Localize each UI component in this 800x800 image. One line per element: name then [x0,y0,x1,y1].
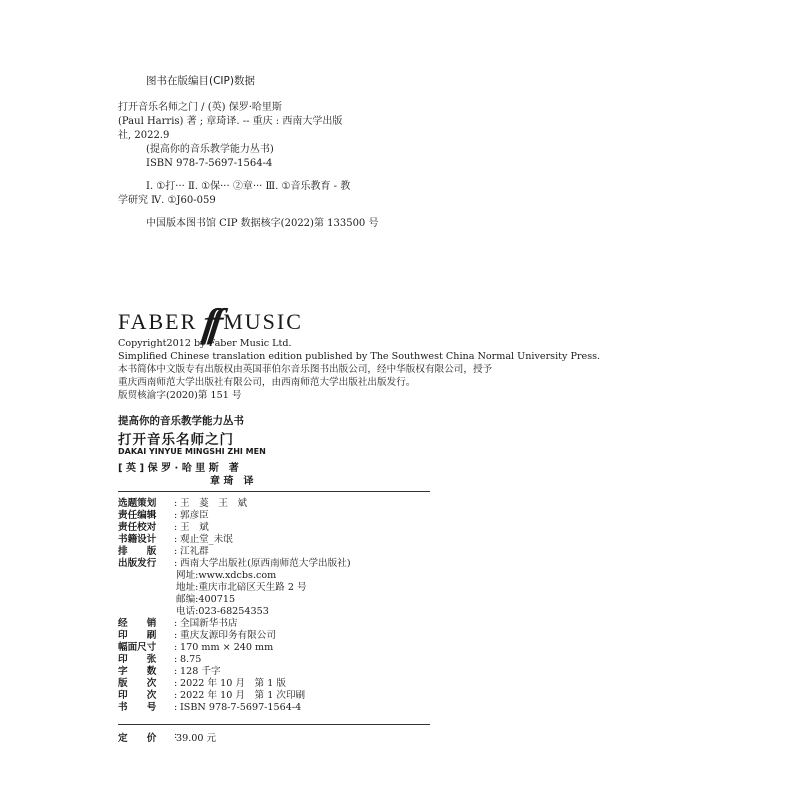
cip-author-line: (Paul Harris) 著 ; 章琦译. -- 重庆 : 西南大学出版 [118,116,343,127]
cip-title-line: 打开音乐名师之门 / (英) 保罗·哈里斯 [118,102,282,113]
detail-value: 观止堂_未氓 [180,534,233,545]
trade-registration-number: 版贸核渝字(2020)第 151 号 [118,390,242,401]
detail-label: 版 次 [118,678,157,689]
cip-data-number: 中国版本图书馆 CIP 数据核字(2022)第 133500 号 [146,218,379,229]
detail-value: 2022 年 10 月 第 1 版 [180,678,286,689]
top-divider [118,491,430,492]
series-name: 提高你的音乐教学能力丛书 [118,415,244,427]
translation-rights-line: Simplified Chinese translation edition published by The Southwest China Normal University Press. [118,351,601,362]
book-title: 打开音乐名师之门 [118,432,234,448]
detail-label: 责任编辑 [118,510,157,521]
bottom-divider [118,724,430,725]
cip-isbn: ISBN 978-7-5697-1564-4 [146,158,273,169]
ff-logo-icon: ff [200,299,221,345]
detail-label: 责任校对 [118,522,157,533]
publisher-postcode: 邮编:400715 [176,594,236,605]
detail-label: 排 版 [118,546,157,557]
detail-label: 印 次 [118,690,157,701]
book-title-pinyin: DAKAI YINYUE MINGSHI ZHI MEN [118,447,266,456]
cip-classification-line-2: 学研究 Ⅳ. ①J60-059 [118,195,216,206]
detail-label: 书籍设计 [118,534,157,545]
detail-label: 印 张 [118,654,157,665]
chinese-rights-line-2: 重庆西南师范大学出版社有限公司，由西南师范大学出版社出版发行。 [118,377,416,388]
copyright-line: Copyright2012 by Faber Music Ltd. [118,338,292,349]
detail-value: 全国新华书店 [180,618,238,629]
detail-value: 西南大学出版社(原西南师范大学出版社) [180,558,351,569]
logo-right-word: MUSIC [223,309,303,334]
detail-value: 8.75 [180,654,202,665]
detail-label: 出版发行 [118,558,157,569]
publisher-address: 地址:重庆市北碚区天生路 2 号 [176,582,307,593]
cip-classification-line: Ⅰ. ①打··· Ⅱ. ①保··· ②章··· Ⅲ. ①音乐教育 - 教 [146,181,351,192]
detail-label: 印 刷 [118,630,157,641]
detail-label: 选题策划 [118,498,157,509]
detail-value: 重庆友源印务有限公司 [180,630,276,641]
detail-label: 幅面尺寸 [118,642,157,653]
detail-value: 王 菱 王 斌 [180,498,248,509]
price-label: 定 价 [118,733,157,744]
translator-credit: 章 琦 译 [210,476,254,487]
cip-series-note: (提高你的音乐教学能力丛书) [146,144,274,155]
price-value: 39.00 元 [176,733,217,744]
author-credit: [ 英 ] 保 罗 · 哈 里 斯 著 [118,463,239,474]
detail-value: 郭彦臣 [180,510,209,521]
detail-value: 128 千字 [180,666,221,677]
cip-publisher-line: 社, 2022.9 [118,130,170,141]
detail-label: 经 销 [118,618,157,629]
detail-value: ISBN 978-7-5697-1564-4 [180,702,302,713]
detail-value: 王 斌 [180,522,209,533]
cip-heading: 图书在版编目(CIP)数据 [146,75,255,87]
detail-value: 江礼群 [180,546,209,557]
detail-value: 2022 年 10 月 第 1 次印刷 [180,690,306,701]
logo-left-word: FABER [118,309,198,334]
detail-label: 字 数 [118,666,157,677]
publisher-phone: 电话:023-68254353 [176,606,269,617]
chinese-rights-line: 本书简体中文版专有出版权由英国菲伯尔音乐图书出版公司，经中华版权有限公司，授予 [118,364,493,375]
detail-label: 书 号 [118,702,157,713]
publisher-website: 网址:www.xdcbs.com [176,570,277,581]
detail-value: 170 mm × 240 mm [180,642,274,653]
